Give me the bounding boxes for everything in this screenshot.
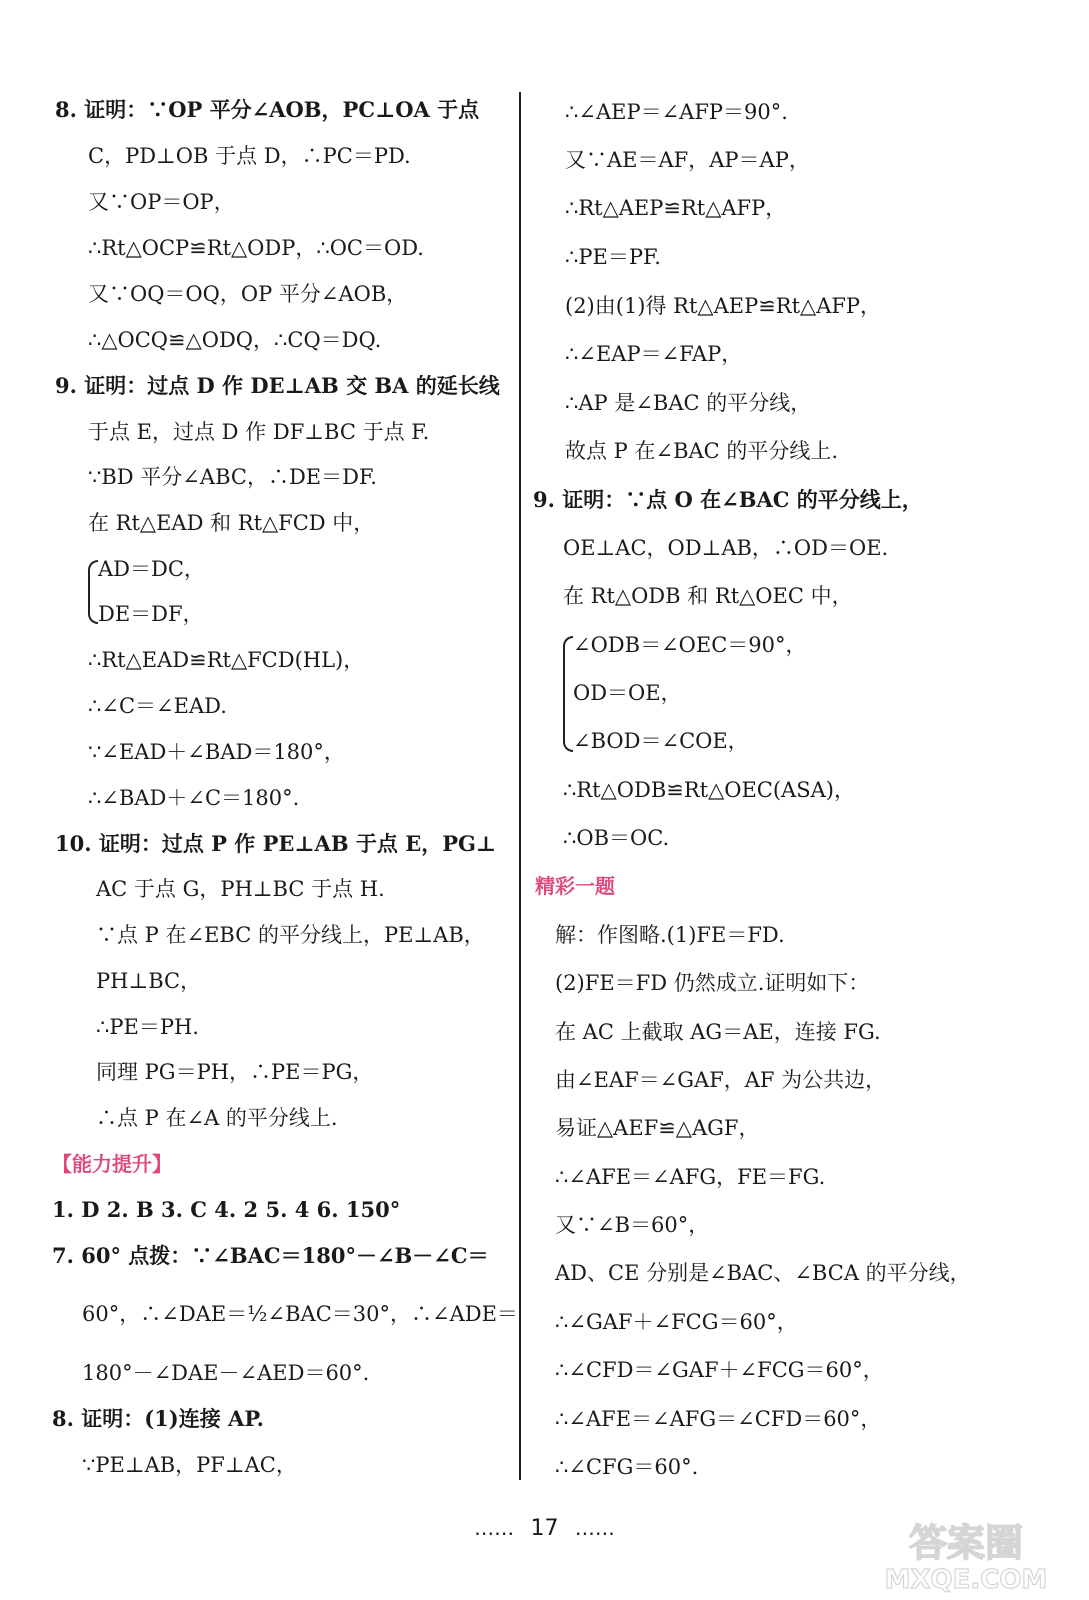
text-line: 同理 PG＝PH，∴PE＝PG， [96, 1060, 374, 1084]
text-line: ∴PE＝PF. [565, 245, 661, 269]
text-line: ∵BD 平分∠ABC，∴DE＝DF. [88, 465, 377, 489]
text-line: ∴∠GAF＋∠FCG＝60°， [555, 1310, 798, 1334]
text-line: ∴∠EAP＝∠FAP， [565, 342, 743, 366]
text-line: ∴Rt△AEP≌Rt△AFP， [565, 196, 787, 220]
text-line: ∴∠AEP＝∠AFP＝90°. [565, 100, 788, 124]
equation-brace [563, 636, 573, 752]
text-line: DE＝DF， [98, 602, 204, 626]
text-line: 60°，∴∠DAE＝½∠BAC＝30°，∴∠ADE＝ [82, 1302, 518, 1326]
equation-brace [88, 560, 98, 624]
text-line: AD、CE 分别是∠BAC、∠BCA 的平分线， [555, 1261, 971, 1285]
text-line: ∴∠C＝∠EAD. [88, 694, 227, 718]
text-line: ∵PE⊥AB，PF⊥AC， [82, 1453, 297, 1477]
text-line: ∴∠CFG＝60°. [555, 1455, 699, 1479]
text-line: ∴∠AFE＝∠AFG＝∠CFD＝60°， [555, 1407, 882, 1431]
text-line: 在 Rt△EAD 和 Rt△FCD 中， [88, 511, 375, 535]
text-line: ∴PE＝PH. [96, 1015, 199, 1039]
text-line: ∠BOD＝∠COE， [573, 729, 749, 753]
page-number: 17 [530, 1516, 559, 1541]
section-heading: 精彩一题 [535, 874, 615, 898]
text-line: 8. 证明：(1)连接 AP. [52, 1406, 264, 1431]
column-divider [519, 92, 521, 1480]
text-line: ∠ODB＝∠OEC＝90°， [573, 633, 807, 657]
text-line: ∴Rt△EAD≌Rt△FCD(HL)， [88, 648, 365, 672]
text-line: 解：作图略.(1)FE＝FD. [555, 923, 785, 947]
text-line: ∴Rt△ODB≌Rt△OEC(ASA)， [563, 778, 855, 802]
text-line: 9. 证明：过点 D 作 DE⊥AB 交 BA 的延长线 [55, 373, 500, 398]
text-line: 7. 60° 点拨：∵∠BAC＝180°－∠B－∠C＝ [52, 1243, 489, 1268]
text-line: ∴∠AFE＝∠AFG，FE＝FG. [555, 1165, 826, 1189]
watermark-logo [871, 1514, 1061, 1594]
text-line: OD＝OE， [573, 681, 682, 705]
text-line: 故点 P 在∠BAC 的平分线上. [565, 439, 839, 463]
text-line: 又∵∠B＝60°， [555, 1213, 710, 1237]
text-line: (2)FE＝FD 仍然成立.证明如下： [555, 971, 870, 995]
text-line: ∴OB＝OC. [563, 826, 670, 850]
footer-dots-left: …… [474, 1516, 515, 1540]
text-line: 在 Rt△ODB 和 Rt△OEC 中， [563, 584, 853, 608]
text-line: ∴△OCQ≌△ODQ，∴CQ＝DQ. [88, 328, 382, 352]
text-line: OE⊥AC，OD⊥AB，∴OD＝OE. [563, 536, 889, 560]
text-line: 于点 E，过点 D 作 DF⊥BC 于点 F. [88, 420, 430, 444]
text-line: ∵点 P 在∠EBC 的平分线上，PE⊥AB， [96, 923, 485, 947]
footer-dots-right: …… [574, 1516, 615, 1540]
text-line: ∴AP 是∠BAC 的平分线， [565, 391, 812, 415]
watermark-top: 答案圈 [908, 1521, 1024, 1565]
text-line: 9. 证明：∵点 O 在∠BAC 的平分线上， [533, 487, 923, 512]
text-line: 又∵OP＝OP， [88, 190, 235, 214]
text-line: 8. 证明：∵OP 平分∠AOB，PC⊥OA 于点 [55, 97, 480, 122]
text-line: AC 于点 G，PH⊥BC 于点 H. [96, 877, 385, 901]
text-line: 在 AC 上截取 AG＝AE，连接 FG. [555, 1020, 881, 1044]
text-line: PH⊥BC， [96, 969, 202, 993]
watermark-bottom: MXQE.COM [884, 1565, 1048, 1594]
text-line: 由∠EAF＝∠GAF，AF 为公共边， [555, 1068, 887, 1092]
section-heading: 【能力提升】 [52, 1152, 172, 1176]
text-line: ∴∠BAD＋∠C＝180°. [88, 786, 300, 810]
text-line: ∴∠CFD＝∠GAF＋∠FCG＝60°， [555, 1358, 884, 1382]
text-line: 10. 证明：过点 P 作 PE⊥AB 于点 E，PG⊥ [55, 831, 497, 856]
text-line: C，PD⊥OB 于点 D，∴PC＝PD. [88, 144, 411, 168]
text-line: 又∵OQ＝OQ，OP 平分∠AOB， [88, 282, 408, 306]
text-line: ∴点 P 在∠A 的平分线上. [96, 1106, 338, 1130]
text-line: AD＝DC， [98, 557, 205, 581]
text-line: ∴Rt△OCP≌Rt△ODP，∴OC＝OD. [88, 236, 424, 260]
text-line: (2)由(1)得 Rt△AEP≌Rt△AFP， [565, 294, 882, 318]
text-line: ∵∠EAD＋∠BAD＝180°， [88, 740, 345, 764]
text-line: 易证△AEF≌△AGF， [555, 1116, 760, 1140]
text-line: 又∵AE＝AF，AP＝AP， [565, 148, 810, 172]
text-line: 1. D 2. B 3. C 4. 2 5. 4 6. 150° [52, 1197, 401, 1222]
text-line: 180°－∠DAE－∠AED＝60°. [82, 1361, 370, 1385]
